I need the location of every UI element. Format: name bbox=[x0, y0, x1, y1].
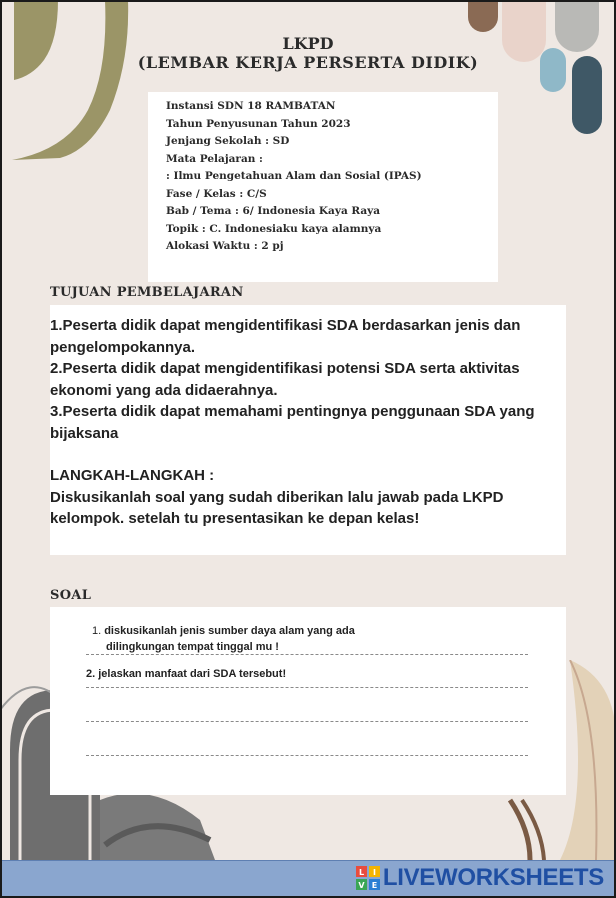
question-1 bbox=[92, 623, 392, 655]
answer-line[interactable] bbox=[86, 755, 528, 756]
question-1-line1: diskusikanlah jenis sumber daya alam yang ada bbox=[104, 625, 355, 637]
info-line: Tahun Penyusunan Tahun 2023 bbox=[166, 117, 351, 130]
brand-name: LIVEWORKSHEETS bbox=[382, 864, 604, 891]
brand[interactable] bbox=[356, 864, 604, 892]
tujuan-item: 3.Peserta didik dapat memahami pentingnya penggunaan SDA yang bijaksana bbox=[50, 403, 535, 442]
tujuan-item: 2.Peserta didik dapat mengidentifikasi potensi SDA serta aktivitas ekonomi yang ada didaerahnya. bbox=[50, 360, 520, 399]
info-line: Bab / Tema : 6/ Indonesia Kaya Raya bbox=[166, 205, 381, 217]
langkah-text: Diskusikanlah soal yang sudah diberikan lalu jawab pada LKPD kelompok. setelah tu presentasikan ke depan kelas! bbox=[50, 488, 504, 527]
svg-text:L: L bbox=[358, 868, 364, 877]
question-1-line2: dilingkungan tempat tinggal mu ! bbox=[106, 641, 279, 653]
info-line: : Ilmu Pengetahuan Alam dan Sosial (IPAS) bbox=[166, 170, 422, 182]
info-line: Jenjang Sekolah : SD bbox=[166, 135, 290, 147]
liveworksheets-logo-icon bbox=[356, 866, 380, 890]
info-line: Mata Pelajaran : bbox=[166, 152, 263, 165]
tujuan-item: 1.Peserta didik dapat mengidentifikasi SDA berdasarkan jenis dan pengelompokannya. bbox=[50, 317, 521, 356]
info-line: Instansi SDN 18 RAMBATAN bbox=[166, 100, 336, 112]
langkah-heading: LANGKAH-LANGKAH : bbox=[50, 467, 215, 484]
svg-text:I: I bbox=[372, 868, 376, 877]
decorative-arch-top-left bbox=[0, 0, 140, 170]
soal-box bbox=[50, 607, 566, 795]
answer-line[interactable] bbox=[86, 721, 528, 722]
info-line: Fase / Kelas : C/S bbox=[166, 187, 267, 200]
tujuan-heading: TUJUAN PEMBELAJARAN bbox=[50, 285, 244, 300]
question-1-number: 1. bbox=[92, 625, 102, 637]
tujuan-box bbox=[50, 305, 566, 555]
info-line: Alokasi Waktu : 2 pj bbox=[166, 240, 284, 252]
question-2: 2. jelaskan manfaat dari SDA tersebut! bbox=[86, 668, 287, 680]
answer-line[interactable] bbox=[86, 654, 528, 655]
info-box bbox=[148, 92, 498, 282]
info-line: Topik : C. Indonesiaku kaya alamnya bbox=[166, 222, 382, 235]
soal-heading: SOAL bbox=[50, 588, 92, 603]
answer-line[interactable] bbox=[86, 687, 528, 688]
svg-text:V: V bbox=[358, 881, 365, 890]
page-title: LKPD bbox=[282, 34, 334, 53]
page-subtitle: (LEMBAR KERJA PERSERTA DIDIK) bbox=[137, 53, 479, 72]
svg-text:E: E bbox=[371, 881, 378, 890]
